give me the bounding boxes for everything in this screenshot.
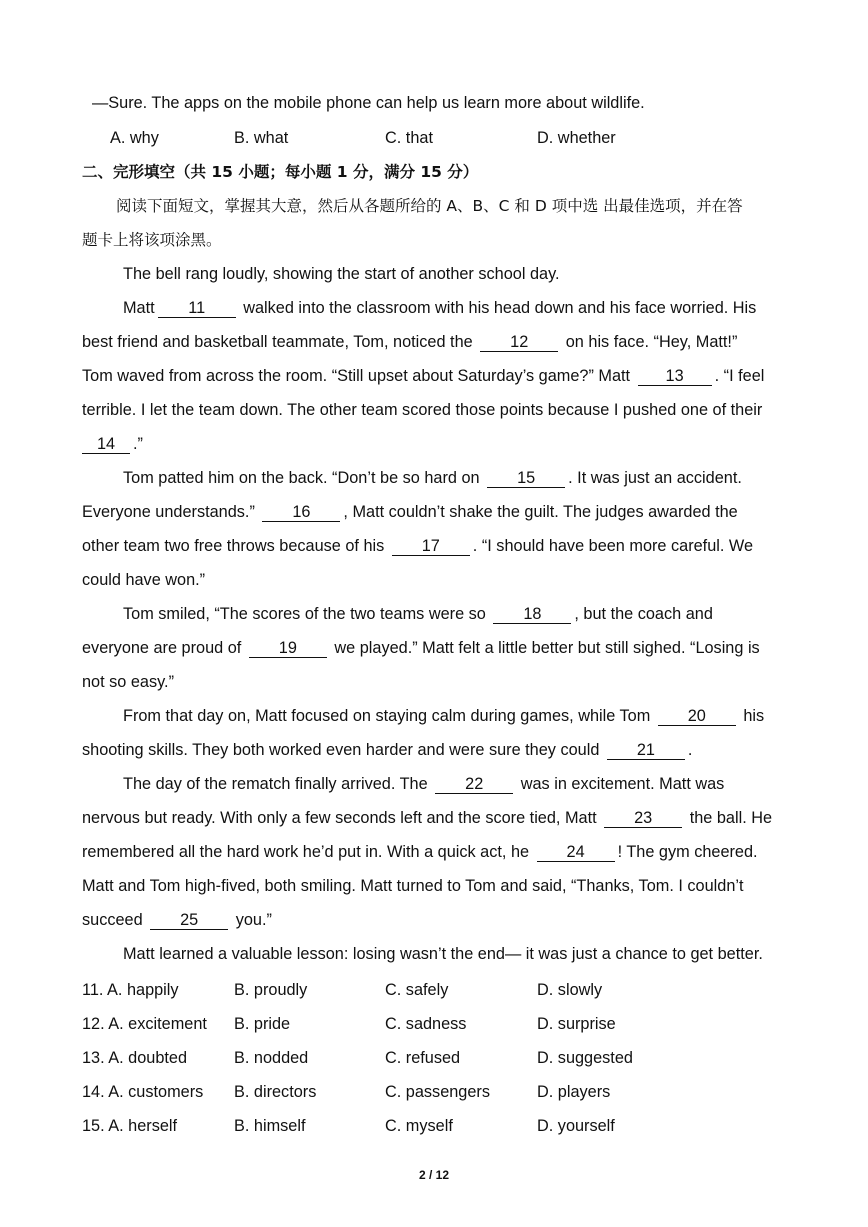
option-b: B. what bbox=[234, 129, 289, 147]
instruction-line-2: 题卡上将该项涂黑。 bbox=[82, 231, 222, 249]
blank-20: 20 bbox=[658, 708, 736, 726]
blank-19: 19 bbox=[249, 640, 327, 658]
passage-line: not so easy.” bbox=[82, 673, 175, 691]
blank-14: 14 bbox=[82, 436, 130, 454]
option-d: D. players bbox=[537, 1083, 611, 1101]
instruction-line-1: 阅读下面短文，掌握其大意，然后从各题所给的 A、B、C 和 D 项中选 出最佳选项，并在答 bbox=[116, 197, 743, 215]
blank-15: 15 bbox=[487, 470, 565, 488]
passage-line: 14 .” bbox=[82, 434, 802, 454]
passage-line: other team two free throws because of his 17 . “I should have been more careful. We bbox=[82, 537, 754, 555]
passage-line: Tom smiled, “The scores of the two teams were so 18 , but the coach and bbox=[123, 605, 713, 623]
option-c: C. myself bbox=[385, 1117, 453, 1135]
passage-line: everyone are proud of 19 we played.” Matt felt a little better but still sighed. “Losing is bbox=[82, 639, 760, 657]
blank-11: 11 bbox=[158, 300, 236, 318]
blank-12: 12 bbox=[480, 334, 558, 352]
option-a: 12. A. excitement bbox=[82, 1015, 207, 1033]
option-c: C. passengers bbox=[385, 1083, 490, 1101]
option-d: D. surprise bbox=[537, 1015, 616, 1033]
blank-22: 22 bbox=[435, 776, 513, 794]
option-a: 14. A. customers bbox=[82, 1083, 204, 1101]
blank-13: 13 bbox=[638, 368, 712, 386]
passage-line: From that day on, Matt focused on staying calm during games, while Tom 20 his bbox=[123, 707, 765, 725]
option-c: C. refused bbox=[385, 1049, 461, 1067]
blank-24: 24 bbox=[537, 844, 615, 862]
blank-25: 25 bbox=[150, 912, 228, 930]
option-d: D. suggested bbox=[537, 1049, 633, 1067]
option-a: 11. A. happily bbox=[82, 981, 179, 999]
passage-line: succeed 25 you.” bbox=[82, 911, 272, 929]
option-a: A. why bbox=[110, 129, 159, 147]
passage-line: Matt and Tom high-fived, both smiling. Matt turned to Tom and said, “Thanks, Tom. I couldn’t bbox=[82, 877, 744, 895]
passage-line: remembered all the hard work he’d put in. With a quick act, he 24 ! The gym cheered. bbox=[82, 843, 758, 861]
option-d: D. slowly bbox=[537, 981, 603, 999]
passage-line: Everyone understands.” 16 , Matt couldn’t shake the guilt. The judges awarded the bbox=[82, 503, 738, 521]
option-b: B. himself bbox=[234, 1117, 306, 1135]
passage-line: Matt learned a valuable lesson: losing wasn’t the end— it was just a chance to get better. bbox=[123, 945, 763, 963]
passage-line: shooting skills. They both worked even harder and were sure they could 21 . bbox=[82, 741, 693, 759]
option-c: C. safely bbox=[385, 981, 449, 999]
passage-line: Matt 11 walked into the classroom with his head down and his face worried. His bbox=[123, 299, 757, 317]
option-a: 15. A. herself bbox=[82, 1117, 178, 1135]
page-number: 2 / 12 bbox=[418, 1168, 450, 1182]
section-heading: 二、完形填空（共 15 小题；每小题 1 分，满分 15 分） bbox=[82, 163, 479, 181]
passage-line: The day of the rematch finally arrived. The 22 was in excitement. Matt was bbox=[123, 775, 725, 793]
passage-line: terrible. I let the team down. The other team scored those points because I pushed one of their bbox=[82, 401, 763, 419]
option-b: B. proudly bbox=[234, 981, 308, 999]
option-a: 13. A. doubted bbox=[82, 1049, 188, 1067]
option-b: B. directors bbox=[234, 1083, 317, 1101]
passage-line: Tom waved from across the room. “Still upset about Saturday’s game?” Matt 13 . “I feel bbox=[82, 367, 765, 385]
blank-17: 17 bbox=[392, 538, 470, 556]
option-d: D. yourself bbox=[537, 1117, 615, 1135]
blank-18: 18 bbox=[493, 606, 571, 624]
passage-line: best friend and basketball teammate, Tom, noticed the 12 on his face. “Hey, Matt!” bbox=[82, 333, 738, 351]
passage-line: Tom patted him on the back. “Don’t be so hard on 15 . It was just an accident. bbox=[123, 469, 742, 487]
passage-line: nervous but ready. With only a few seconds left and the score tied, Matt 23 the ball. He bbox=[82, 809, 773, 827]
previous-question-answer: —Sure. The apps on the mobile phone can help us learn more about wildlife. bbox=[92, 94, 645, 112]
option-b: B. nodded bbox=[234, 1049, 309, 1067]
option-b: B. pride bbox=[234, 1015, 291, 1033]
option-d: D. whether bbox=[537, 129, 616, 147]
blank-23: 23 bbox=[604, 810, 682, 828]
passage-line: The bell rang loudly, showing the start of another school day. bbox=[123, 265, 560, 283]
option-c: C. that bbox=[385, 129, 433, 147]
passage-line: could have won.” bbox=[82, 571, 206, 589]
blank-16: 16 bbox=[262, 504, 340, 522]
blank-21: 21 bbox=[607, 742, 685, 760]
option-c: C. sadness bbox=[385, 1015, 467, 1033]
